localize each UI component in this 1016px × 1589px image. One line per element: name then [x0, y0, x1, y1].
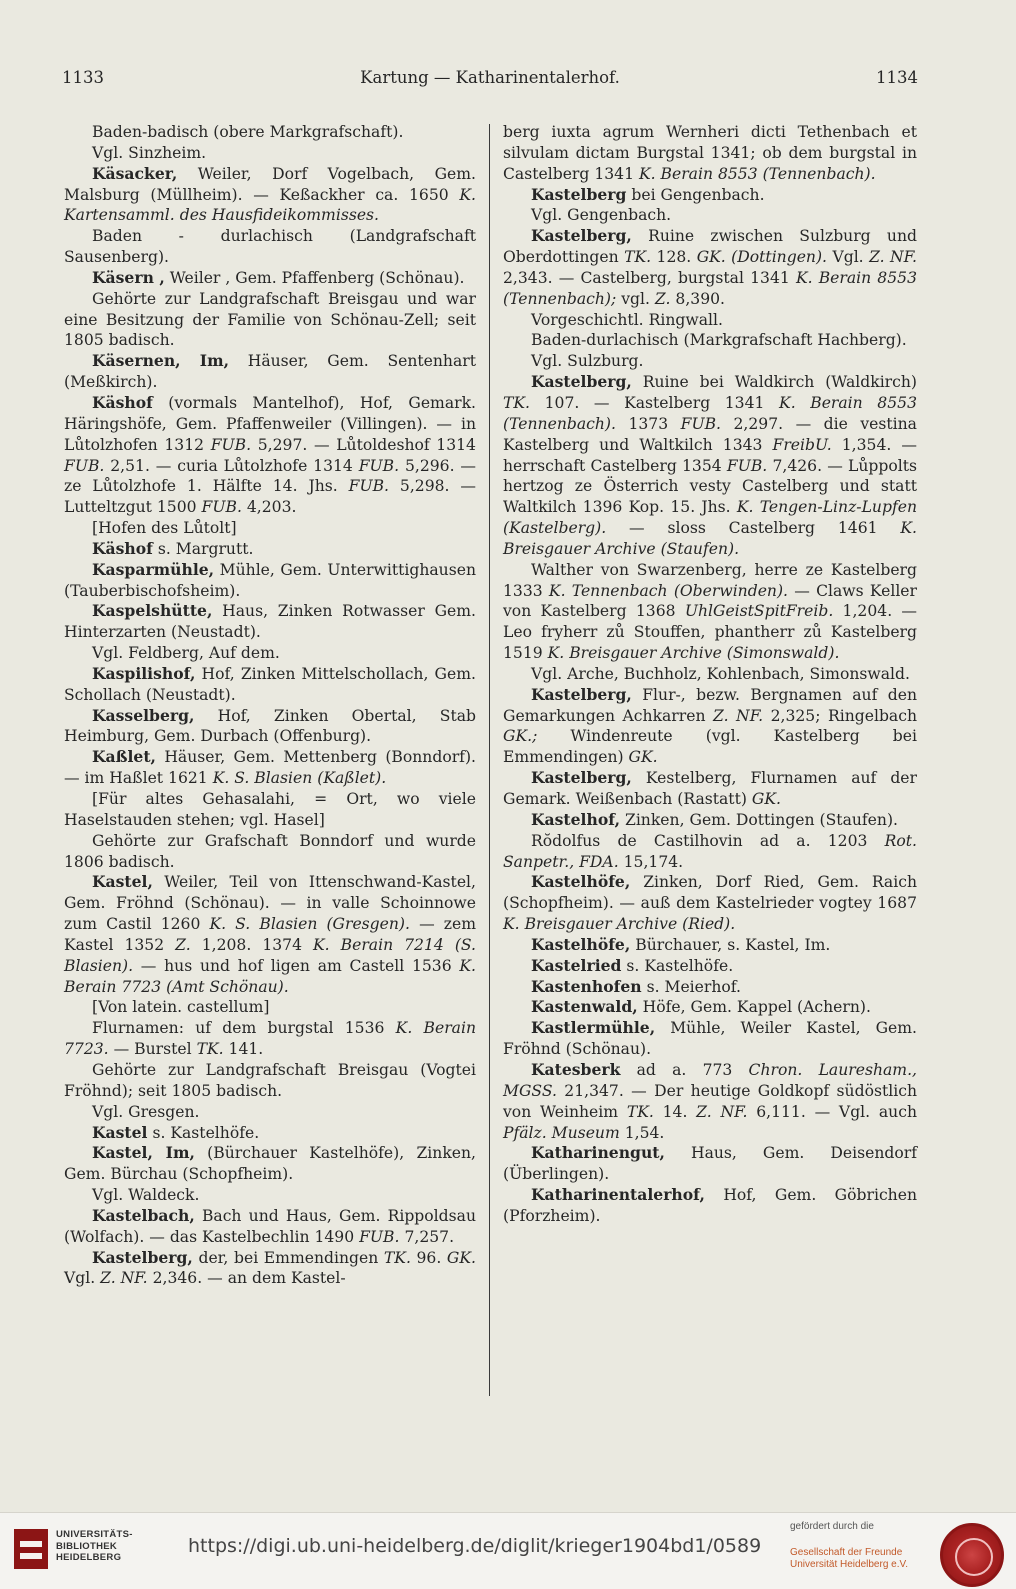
dictionary-entry: berg iuxta agrum Wernheri dicti Tethenbach et silvulam dictam Burgstal 1341; ob dem burgstal in Castelberg 1341 K. Berain 8553 (Tennenbach). [503, 123, 917, 183]
dictionary-entry: Käsacker, Weiler, Dorf Vogelbach, Gem. Malsburg (Müllheim). — Keßackher ca. 1650 K. Kartensamml. des Hausfideikommisses. [64, 163, 476, 225]
dictionary-entry: Kastelried s. Kastelhöfe. [531, 955, 734, 975]
dictionary-entry: Vgl. Gengenbach. [531, 206, 672, 225]
dictionary-entry: Walther von Swarzenberg, herre ze Kastelberg 1333 K. Tennenbach (Oberwinden). — Claws Keller von Kastelberg 1368 UhlGeistSpitFreib. 1,204. — Leo fryherr zů Stouffen, phantherr zů Kastelberg 1519 K. Breisgauer Archive (Simonswald). [503, 560, 918, 663]
dictionary-entry: Kastelhöfe, Zinken, Dorf Ried, Gem. Raich (Schopfheim). — auß dem Kastelrieder vogtey 1687 K. Breisgauer Archive (Ried). [503, 872, 917, 934]
viewer-footer [0, 1512, 1016, 1589]
dictionary-entry: [Für altes Gehasalahi, = Ort, wo viele Haselstauden stehen; vgl. Hasel] [64, 790, 476, 829]
dictionary-entry: Baden-durlachisch (Markgrafschaft Hachberg). [531, 331, 907, 350]
column-divider [489, 124, 490, 1396]
dictionary-entry: Käsern , Weiler , Gem. Pfaffenberg (Schönau). [92, 267, 465, 287]
dictionary-entry: Kaßlet, Häuser, Gem. Mettenberg (Bonndorf). — im Haßlet 1621 K. S. Blasien (Kaßlet). [64, 747, 476, 788]
dictionary-entry: Kastel, Im, (Bürchauer Kastelhöfe), Zinken, Gem. Bürchau (Schopfheim). [64, 1143, 476, 1184]
dictionary-entry: Baden-badisch (obere Markgrafschaft). [92, 123, 404, 141]
dictionary-entry: Kastelberg, Flur-, bezw. Bergnamen auf den Gemarkungen Achkarren Z. NF. 2,325; Ringelbach GK.; Windenreute (vgl. Kastelberg bei Emmendingen) GK. [503, 684, 917, 767]
page-header [62, 68, 918, 92]
dictionary-entry: [Von latein. castellum] [92, 998, 270, 1017]
dictionary-entry: Flurnamen: uf dem burgstal 1536 K. Berain 7723. — Burstel TK. 141. [64, 1019, 476, 1059]
right-column [503, 122, 917, 1227]
dictionary-entry: Kastel, Weiler, Teil von Ittenschwand-Kastel, Gem. Fröhnd (Schönau). — in valle Schoinnowe zum Castil 1260 K. S. Blasien (Gresgen). — zem Kastel 1352 Z. 1,208. 1374 K. Berain 7214 (S. Blasien). — hus und hof ligen am Castell 1536 K. Berain 7723 (Amt Schönau). [64, 872, 477, 996]
dictionary-entry: Kastenhofen s. Meierhof. [531, 976, 741, 996]
sponsor-note: gefördert durch die Gesellschaft der Freunde Universität Heidelberg e.V. [790, 1521, 909, 1570]
dictionary-entry: Kastel s. Kastelhöfe. [92, 1122, 260, 1142]
dictionary-entry: Vgl. Sulzburg. [531, 352, 644, 371]
dictionary-entry: Katharinentalerhof, Hof, Gem. Göbrichen (Pforzheim). [503, 1185, 917, 1225]
library-name: UNIVERSITÄTS- BIBLIOTHEK HEIDELBERG [56, 1529, 133, 1563]
dictionary-entry: Kastelberg bei Gengenbach. [531, 184, 765, 204]
dictionary-entry: Kastelberg, Kestelberg, Flurnamen auf der Gemark. Weißenbach (Rastatt) GK. [503, 768, 917, 808]
library-logo[interactable] [14, 1527, 174, 1577]
dictionary-entry: Käsernen, Im, Häuser, Gem. Sentenhart (Meßkirch). [64, 351, 476, 392]
dictionary-entry: Kastelbach, Bach und Haus, Gem. Rippoldsau (Wolfach). — das Kastelbechlin 1490 FUB. 7,257. [64, 1205, 476, 1246]
dictionary-entry: Kastelberg, Ruine bei Waldkirch (Waldkirch) TK. 107. — Kastelberg 1341 K. Berain 8553 (Tennenbach). 1373 FUB. 2,297. — die vestina Kastelberg und Waltkilch 1343 FreibU. 1,354. — herrschaft Castelberg 1354 FUB. 7,426. — Lůppolts hertzog ze Österrich vesty Castelberg und statt Waltkilch 1396 Kop. 15. Jhs. K. Tengen-Linz-Lupfen (Kastelberg). — sloss Castelberg 1461 K. Breisgauer Archive (Staufen). [503, 372, 917, 558]
dictionary-entry: Kasselberg, Hof, Zinken Obertal, Stab Heimburg, Gem. Durbach (Offenburg). [64, 705, 476, 746]
dictionary-entry: Gehörte zur Landgrafschaft Breisgau (Vogtei Fröhnd); seit 1805 badisch. [64, 1060, 476, 1100]
dictionary-entry: Käshof (vormals Mantelhof), Hof, Gemark. Häringshöfe, Gem. Pfaffenweiler (Villingen). — in Lůtolzhofen 1312 FUB. 5,297. — Lůtoldeshof 1314 FUB. 2,51. — curia Lůtolzhofe 1314 FUB. 5,296. — ze Lůtolzhofe 1. Hälfte 14. Jhs. FUB. 5,298. — Lutteltzgut 1500 FUB. 4,203. [64, 392, 477, 517]
dictionary-entry: Kastelhof, Zinken, Gem. Dottingen (Staufen). [531, 809, 898, 829]
dictionary-entry: Gehörte zur Landgrafschaft Breisgau und war eine Besitzung der Familie von Schönau-Zell; seit 1805 badisch. [64, 289, 476, 350]
dictionary-entry: Vgl. Feldberg, Auf dem. [92, 644, 280, 663]
dictionary-entry: Gehörte zur Grafschaft Bonndorf und wurde 1806 badisch. [64, 831, 476, 871]
dictionary-entry: Kaspilishof, Hof, Zinken Mittelschollach, Gem. Schollach (Neustadt). [64, 663, 476, 704]
dictionary-entry: Kaspelshütte, Haus, Zinken Rotwasser Gem. Hinterzarten (Neustadt). [64, 601, 476, 642]
dictionary-entry: Kasparmühle, Mühle, Gem. Unterwittighausen (Tauberbischofsheim). [64, 559, 476, 600]
dictionary-entry: Kastelberg, der, bei Emmendingen TK. 96. GK. Vgl. Z. NF. 2,346. — an dem Kastel- [64, 1247, 476, 1288]
dictionary-entry: Rŏdolfus de Castilhovin ad a. 1203 Rot. Sanpetr., FDA. 15,174. [503, 831, 917, 871]
dictionary-entry: [Hofen des Lůtolt] [92, 519, 237, 538]
dictionary-entry: Kastelberg, Ruine zwischen Sulzburg und Oberdottingen TK. 128. GK. (Dottingen). Vgl. Z. NF. 2,343. — Castelberg, burgstal 1341 K. Berain 8553 (Tennenbach); vgl. Z. 8,390. [503, 226, 918, 308]
university-library-icon [14, 1529, 48, 1569]
dictionary-entry: Katharinengut, Haus, Gem. Deisendorf (Überlingen). [503, 1143, 917, 1184]
dictionary-entry: Vorgeschichtl. Ringwall. [531, 310, 723, 329]
dictionary-entry: Kastelhöfe, Bürchauer, s. Kastel, Im. [531, 934, 831, 954]
dictionary-entry: Kastlermühle, Mühle, Weiler Kastel, Gem. Fröhnd (Schönau). [503, 1018, 917, 1059]
dictionary-entry: Käshof s. Margrutt. [92, 538, 254, 558]
page-number-left: 1133 [62, 68, 104, 87]
dictionary-entry: Vgl. Gresgen. [92, 1102, 200, 1121]
dictionary-entry: Vgl. Arche, Buchholz, Kohlenbach, Simonswald. [531, 664, 910, 683]
page-number-right: 1134 [876, 68, 918, 87]
left-column [64, 122, 476, 1289]
running-title: Kartung — Katharinentalerhof. [360, 68, 620, 87]
dictionary-entry: Vgl. Sinzheim. [92, 143, 207, 162]
dictionary-entry: Baden - durlachisch (Landgrafschaft Sausenberg). [64, 227, 476, 267]
dictionary-entry: Kastenwald, Höfe, Gem. Kappel (Achern). [531, 997, 871, 1017]
permalink-url[interactable]: https://digi.ub.uni-heidelberg.de/diglit/krieger1904bd1/0589 [188, 1535, 762, 1557]
dictionary-entry: Katesberk ad a. 773 Chron. Lauresham., MGSS. 21,347. — Der heutige Goldkopf südöstlich von Weinheim TK. 14. Z. NF. 6,111. — Vgl. auch Pfälz. Museum 1,54. [503, 1059, 917, 1142]
dictionary-entry: Vgl. Waldeck. [92, 1186, 200, 1205]
university-seal-icon [940, 1523, 1004, 1587]
